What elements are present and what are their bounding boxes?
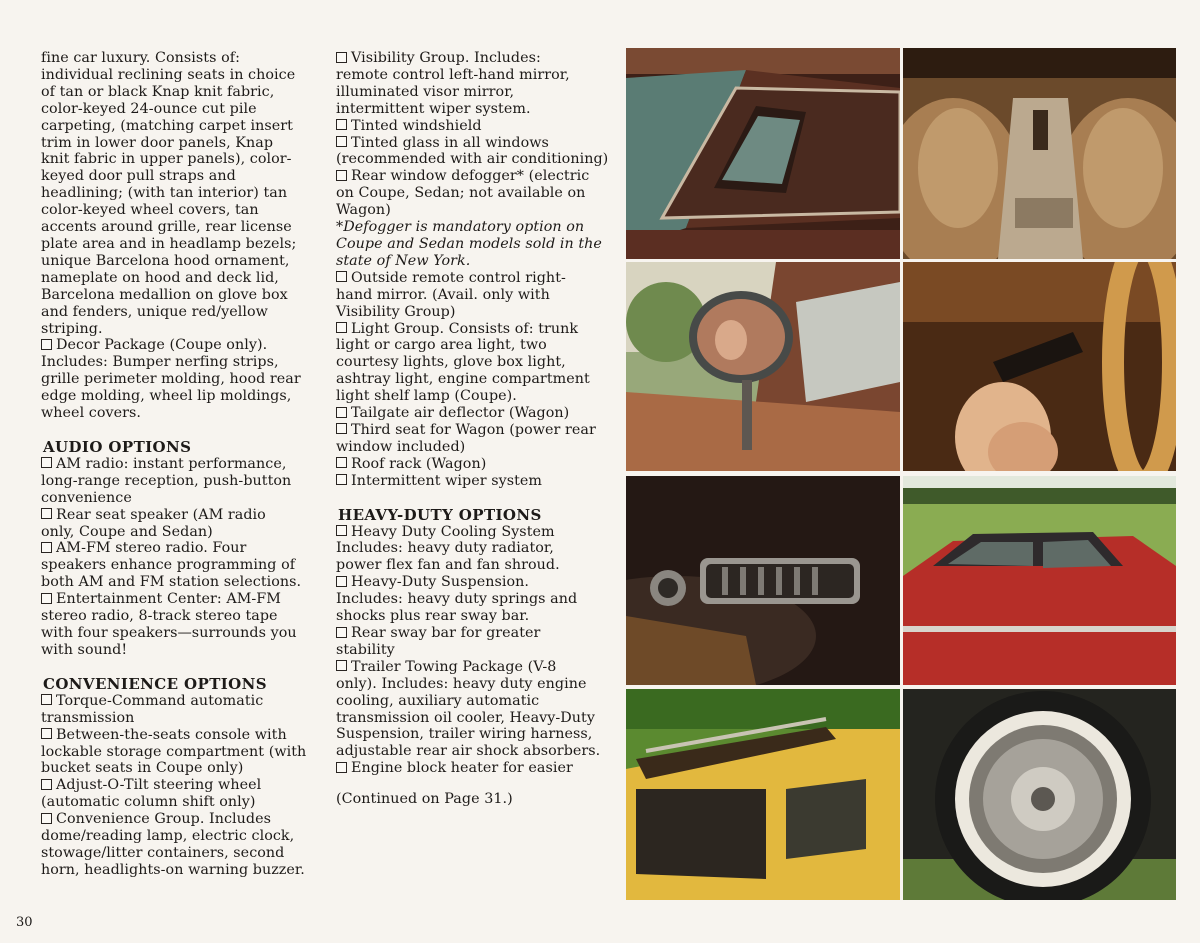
line-text: Barcelona medallion on glove box	[41, 286, 288, 303]
footnote-line	[336, 219, 616, 236]
option-line	[336, 50, 616, 67]
option-line	[336, 710, 616, 727]
option-checkbox[interactable]	[41, 542, 52, 553]
option-line	[336, 608, 616, 625]
heavy-duty-options-list	[336, 524, 616, 778]
line-text: striping.	[41, 320, 103, 337]
line-text: illuminated visor mirror,	[336, 83, 515, 100]
line-text: convenience	[41, 489, 132, 506]
option-checkbox[interactable]	[336, 627, 347, 638]
line-text: only). Includes: heavy duty engine	[336, 675, 587, 692]
text-column-left	[41, 50, 321, 879]
option-line	[336, 101, 616, 118]
line-text: Engine block heater for easier	[351, 760, 573, 777]
console-interior-photo-icon	[903, 48, 1176, 259]
option-line	[336, 743, 616, 760]
remote-mirror-photo-icon	[626, 262, 900, 471]
option-line	[336, 388, 616, 405]
decor-package-item	[41, 337, 321, 422]
line-text: Convenience Group. Includes	[56, 811, 272, 828]
line-text: with sound!	[41, 641, 128, 658]
option-line	[336, 304, 616, 321]
air-vent-photo-icon	[626, 476, 900, 685]
line-text: unique Barcelona hood ornament,	[41, 252, 290, 269]
option-line	[41, 388, 321, 405]
text-line	[41, 151, 321, 168]
option-line	[41, 744, 321, 761]
line-text: Intermittent wiper system	[351, 472, 543, 489]
line-text: ashtray light, engine compartment	[336, 371, 590, 388]
text-line	[41, 101, 321, 118]
option-item	[336, 50, 616, 118]
option-item	[41, 811, 321, 879]
option-line	[336, 439, 616, 456]
air-vent-photo	[626, 476, 900, 685]
line-text: Heavy-Duty Suspension.	[351, 574, 530, 591]
option-checkbox[interactable]	[336, 576, 347, 587]
option-line	[336, 456, 616, 473]
line-text: Light Group. Consists of: trunk	[351, 320, 579, 337]
line-text: nameplate on hood and deck lid,	[41, 269, 279, 286]
line-text: with four speakers—surrounds you	[41, 625, 297, 641]
option-line	[336, 726, 616, 743]
line-text: stereo radio, 8-track stereo tape	[41, 608, 278, 625]
option-item	[41, 456, 321, 507]
option-line	[336, 67, 616, 84]
option-checkbox[interactable]	[336, 660, 347, 671]
heavy-duty-options-heading: HEAVY-DUTY OPTIONS	[338, 505, 542, 524]
option-checkbox[interactable]	[336, 474, 347, 485]
line-text: AM-FM stereo radio. Four	[56, 540, 247, 557]
option-line	[41, 371, 321, 388]
text-column-middle	[336, 50, 616, 808]
line-text: horn, headlights-on warning buzzer.	[41, 861, 305, 878]
text-line	[41, 253, 321, 270]
line-text: Suspension, trailer wiring harness,	[336, 726, 593, 743]
line-text: Includes: heavy duty springs and	[336, 591, 578, 608]
option-checkbox[interactable]	[336, 457, 347, 468]
text-line	[41, 135, 321, 152]
option-line	[41, 693, 321, 710]
text-line	[41, 67, 321, 84]
line-text: hand mirror. (Avail. only with	[336, 286, 550, 303]
line-text: Tailgate air deflector (Wagon)	[351, 405, 570, 422]
option-line	[336, 270, 616, 287]
remote-mirror-photo	[626, 262, 900, 471]
option-line	[41, 557, 321, 574]
line-text: (recommended with air conditioning)	[336, 151, 609, 168]
page-number: 30	[16, 915, 33, 930]
option-line	[41, 760, 321, 777]
option-checkbox[interactable]	[41, 593, 52, 604]
line-text: edge molding, wheel lip moldings,	[41, 388, 292, 405]
text-line	[41, 185, 321, 202]
option-checkbox[interactable]	[336, 170, 347, 181]
line-text: light shelf lamp (Coupe).	[336, 388, 517, 405]
option-item	[336, 321, 616, 406]
option-item	[336, 473, 616, 490]
line-text: Roof rack (Wagon)	[351, 455, 487, 472]
line-text: on Coupe, Sedan; not available on	[336, 185, 586, 202]
audio-options-heading: AUDIO OPTIONS	[43, 437, 192, 456]
option-line	[336, 574, 616, 591]
option-line	[336, 405, 616, 422]
option-item	[41, 540, 321, 591]
line-text: both AM and FM station selections.	[41, 574, 302, 591]
option-line	[41, 642, 321, 659]
option-line	[336, 135, 616, 152]
line-text: power flex fan and fan shroud.	[336, 557, 560, 574]
option-checkbox[interactable]	[41, 779, 52, 790]
option-item	[41, 507, 321, 541]
line-text: window included)	[336, 438, 466, 455]
option-line	[336, 168, 616, 185]
option-line	[336, 625, 616, 642]
line-text: Trailer Towing Package (V-8	[351, 658, 557, 675]
option-line	[41, 490, 321, 507]
option-line	[41, 524, 321, 541]
text-line	[41, 304, 321, 321]
line-text: Rear window defogger* (electric	[351, 168, 590, 185]
misc-options-list	[336, 270, 616, 490]
line-text: stowage/litter containers, second	[41, 844, 285, 861]
line-text: adjustable rear air shock absorbers.	[336, 743, 601, 760]
option-item	[336, 456, 616, 473]
line-text: of tan or black Knap knit fabric,	[41, 83, 275, 100]
text-line	[41, 202, 321, 219]
option-line	[336, 760, 616, 777]
wheel-cover-photo	[903, 689, 1176, 900]
option-line	[336, 473, 616, 490]
option-item	[336, 422, 616, 456]
text-line	[41, 236, 321, 253]
option-checkbox[interactable]	[336, 423, 347, 434]
option-item	[336, 760, 616, 777]
wagon-roof-rack-photo-icon	[626, 689, 900, 900]
line-text: speakers enhance programming of	[41, 557, 296, 574]
text-line	[41, 321, 321, 338]
line-text: Includes: Bumper nerfing strips,	[41, 354, 279, 371]
option-line	[336, 321, 616, 338]
line-text: dome/reading lamp, electric clock,	[41, 828, 295, 845]
line-text: remote control left-hand mirror,	[336, 66, 570, 83]
line-text: keyed door pull straps and	[41, 168, 236, 185]
option-line	[41, 777, 321, 794]
line-text: Coupe and Sedan models sold in the	[336, 235, 602, 252]
wheel-cover-photo-icon	[903, 689, 1176, 900]
option-line	[41, 811, 321, 828]
visibility-options-list	[336, 50, 616, 219]
option-line	[336, 591, 616, 608]
option-item	[336, 659, 616, 760]
convenience-options-heading: CONVENIENCE OPTIONS	[43, 674, 267, 693]
option-item	[41, 777, 321, 811]
option-line	[41, 456, 321, 473]
line-text: stability	[336, 641, 395, 658]
text-line	[41, 118, 321, 135]
option-line	[336, 659, 616, 676]
option-line	[41, 794, 321, 811]
option-checkbox[interactable]	[41, 457, 52, 468]
line-text: Between-the-seats console with	[56, 726, 287, 743]
line-text: lockable storage compartment (with	[41, 743, 307, 760]
option-line	[336, 287, 616, 304]
option-line	[41, 574, 321, 591]
line-text: individual reclining seats in choice	[41, 66, 296, 83]
option-item	[336, 524, 616, 575]
option-line	[336, 84, 616, 101]
line-text: Wagon)	[336, 202, 391, 219]
line-text: courtesy lights, glove box light,	[336, 354, 566, 371]
option-line	[336, 185, 616, 202]
text-line	[41, 219, 321, 236]
line-text: Decor Package (Coupe only).	[56, 337, 268, 354]
option-line	[336, 354, 616, 371]
audio-options-list	[41, 456, 321, 659]
line-text: plate area and in headlamp bezels;	[41, 235, 297, 252]
option-checkbox[interactable]	[336, 271, 347, 282]
footnote-line	[336, 236, 616, 253]
line-text: Visibility Group. Includes:	[351, 50, 541, 66]
line-text: light or cargo area light, two	[336, 337, 547, 354]
line-text: accents around grille, rear license	[41, 219, 292, 236]
line-text: Torque-Command automatic	[56, 692, 264, 709]
option-line	[336, 371, 616, 388]
line-text: cooling, auxiliary automatic	[336, 692, 540, 709]
line-text: bucket seats in Coupe only)	[41, 760, 244, 777]
line-text: only, Coupe and Sedan)	[41, 523, 213, 540]
option-checkbox[interactable]	[41, 813, 52, 824]
line-text: grille perimeter molding, hood rear	[41, 371, 301, 388]
line-text: Includes: heavy duty radiator,	[336, 540, 554, 557]
option-line	[336, 202, 616, 219]
line-text: Tinted glass in all windows	[351, 134, 549, 151]
line-text: long-range reception, push-button	[41, 472, 292, 489]
option-checkbox[interactable]	[41, 508, 52, 519]
line-text: transmission oil cooler, Heavy-Duty	[336, 709, 595, 726]
line-text: Rear sway bar for greater	[351, 625, 541, 641]
option-line	[41, 608, 321, 625]
text-line	[41, 168, 321, 185]
option-line	[336, 557, 616, 574]
line-text: Heavy Duty Cooling System	[351, 523, 555, 540]
line-text: Rear seat speaker (AM radio	[56, 506, 266, 523]
line-text: *Defogger is mandatory option on	[336, 219, 585, 236]
option-item	[336, 135, 616, 169]
option-checkbox[interactable]	[336, 136, 347, 147]
convenience-options-list	[41, 693, 321, 879]
visor-mirror-photo	[626, 48, 900, 259]
option-line	[336, 642, 616, 659]
option-line	[336, 693, 616, 710]
line-text: fine car luxury. Consists of:	[41, 50, 240, 66]
defogger-footnote	[336, 219, 616, 270]
barcelona-package-description	[41, 50, 321, 337]
console-interior-photo	[903, 48, 1176, 259]
option-line	[336, 676, 616, 693]
option-line	[41, 354, 321, 371]
wiper-control-photo	[903, 262, 1176, 471]
option-line	[41, 337, 321, 354]
line-text: state of New York.	[336, 252, 471, 269]
footnote-line	[336, 253, 616, 270]
line-text: Adjust-O-Tilt steering wheel	[56, 777, 262, 794]
option-line	[336, 540, 616, 557]
line-text: transmission	[41, 709, 135, 726]
line-text: intermittent wiper system.	[336, 100, 531, 117]
option-line	[41, 625, 321, 642]
option-checkbox[interactable]	[336, 407, 347, 418]
line-text: carpeting, (matching carpet insert	[41, 117, 293, 134]
line-text: Third seat for Wagon (power rear	[351, 421, 596, 438]
line-text: Outside remote control right-	[351, 269, 566, 286]
continued-note: (Continued on Page 31.)	[336, 791, 513, 808]
line-text: knit fabric in upper panels), color-	[41, 151, 292, 168]
option-line	[336, 422, 616, 439]
text-line	[41, 270, 321, 287]
option-line	[41, 727, 321, 744]
option-line	[41, 473, 321, 490]
option-line	[41, 405, 321, 422]
wagon-roof-rack-photo	[626, 689, 900, 900]
option-line	[336, 151, 616, 168]
line-text: Tinted windshield	[351, 117, 482, 134]
line-text: AM radio: instant performance,	[56, 455, 287, 472]
option-checkbox[interactable]	[336, 52, 347, 63]
option-checkbox[interactable]	[336, 762, 347, 773]
red-sedan-photo	[903, 476, 1176, 685]
text-line	[41, 50, 321, 67]
option-item	[336, 118, 616, 135]
option-checkbox[interactable]	[336, 525, 347, 536]
option-line	[41, 591, 321, 608]
option-checkbox[interactable]	[41, 728, 52, 739]
line-text: and fenders, unique red/yellow	[41, 303, 268, 320]
red-sedan-photo-icon	[903, 476, 1176, 685]
visor-mirror-photo-icon	[626, 48, 900, 259]
line-text: wheel covers.	[41, 405, 142, 422]
option-checkbox[interactable]	[336, 322, 347, 333]
line-text: Visibility Group)	[336, 303, 456, 320]
line-text: shocks plus rear sway bar.	[336, 608, 530, 625]
option-item	[336, 574, 616, 625]
option-line	[41, 862, 321, 879]
option-line	[41, 828, 321, 845]
option-item	[41, 727, 321, 778]
option-line	[336, 524, 616, 541]
option-line	[41, 507, 321, 524]
option-item	[336, 405, 616, 422]
option-line	[336, 118, 616, 135]
option-checkbox[interactable]	[41, 339, 52, 350]
option-item	[41, 591, 321, 659]
option-checkbox[interactable]	[41, 694, 52, 705]
line-text: headlining; (with tan interior) tan	[41, 185, 288, 202]
text-line	[41, 287, 321, 304]
option-item	[336, 168, 616, 219]
line-text: color-keyed 24-ounce cut pile	[41, 100, 257, 117]
option-line	[41, 845, 321, 862]
wiper-control-photo-icon	[903, 262, 1176, 471]
option-line	[41, 710, 321, 727]
line-text: Entertainment Center: AM-FM	[56, 591, 281, 608]
option-checkbox[interactable]	[336, 119, 347, 130]
option-line	[336, 337, 616, 354]
option-line	[41, 540, 321, 557]
option-item	[336, 270, 616, 321]
option-item	[41, 693, 321, 727]
line-text: (automatic column shift only)	[41, 794, 256, 811]
line-text: color-keyed wheel covers, tan	[41, 202, 259, 219]
line-text: trim in lower door panels, Knap	[41, 134, 274, 151]
option-item	[336, 625, 616, 659]
text-line	[41, 84, 321, 101]
